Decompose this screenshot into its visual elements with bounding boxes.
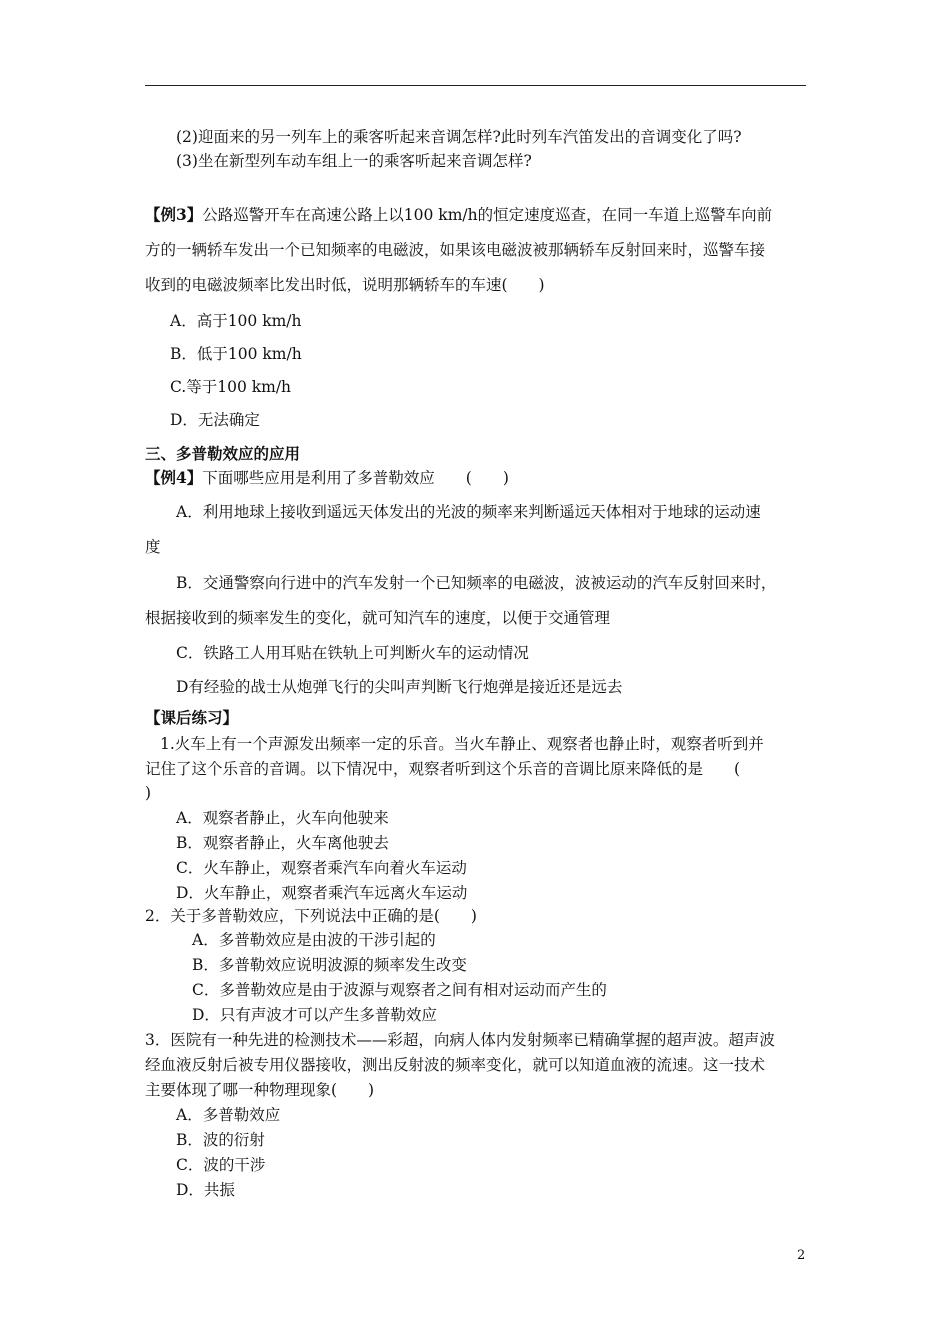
- header-rule: [145, 85, 806, 86]
- example3-tag: 【例3】: [145, 205, 203, 224]
- q3-option-a: A．多普勒效应: [176, 1106, 281, 1124]
- q1-line-1: 1.火车上有一个声源发出频率一定的乐音。当火车静止、观察者也静止时，观察者听到并: [160, 735, 764, 753]
- section3-title: 三、多普勒效应的应用: [145, 444, 301, 463]
- example4-option-d: D有经验的战士从炮弹飞行的尖叫声判断飞行炮弹是接近还是远去: [176, 678, 623, 696]
- q2-option-a: A．多普勒效应是由波的干涉引起的: [192, 931, 436, 949]
- q3-line-3: 主要体现了哪一种物理现象( ): [145, 1081, 375, 1099]
- example3-line-3: 收到的电磁波频率比发出时低，说明那辆轿车的车速( ): [145, 276, 545, 294]
- example3-line-1: [145, 205, 772, 225]
- q2-option-d: D．只有声波才可以产生多普勒效应: [192, 1006, 437, 1024]
- q3-option-c: C．波的干涉: [176, 1156, 266, 1174]
- q1-option-a: A．观察者静止，火车向他驶来: [176, 809, 389, 827]
- example4-option-a-line-1: A．利用地球上接收到遥远天体发出的光波的频率来判断遥远天体相对于地球的运动速: [176, 503, 761, 521]
- q1-line-2: 记住了这个乐音的音调。以下情况中，观察者听到这个乐音的音调比原来降低的是 (: [145, 760, 741, 778]
- q1-option-c: C．火车静止，观察者乘汽车向着火车运动: [176, 859, 467, 877]
- example3-option-a: A．高于100 km/h: [170, 312, 302, 330]
- example4-tag: 【例4】: [145, 468, 203, 487]
- example4-option-a-line-2: 度: [145, 538, 161, 556]
- q3-option-d: D．共振: [176, 1181, 235, 1199]
- example3-text-1: 公路巡警开车在高速公路上以100 km/h的恒定速度巡查，在同一车道上巡警车向前: [202, 206, 773, 224]
- q3-option-b: B．波的衍射: [176, 1131, 265, 1149]
- example3-option-d: D．无法确定: [170, 411, 260, 429]
- example4-option-b-line-1: B．交通警察向行进中的汽车发射一个已知频率的电磁波，波被运动的汽车反射回来时，: [176, 574, 777, 592]
- question-3-line: (3)坐在新型列车动车组上一的乘客听起来音调怎样?: [176, 152, 532, 170]
- example3-option-c: C.等于100 km/h: [170, 378, 292, 396]
- example4-option-c: C．铁路工人用耳贴在铁轨上可判断火车的运动情况: [176, 644, 529, 662]
- example3-line-2: 方的一辆轿车发出一个已知频率的电磁波，如果该电磁波被那辆轿车反射回来时，巡警车接: [145, 241, 766, 259]
- question-2-line: (2)迎面来的另一列车上的乘客听起来音调怎样?此时列车汽笛发出的音调变化了吗?: [176, 128, 742, 146]
- example4-option-b-line-2: 根据接收到的频率发生的变化，就可知汽车的速度，以便于交通管理: [145, 609, 611, 627]
- q3-line-2: 经血液反射后被专用仪器接收，测出反射波的频率变化，就可以知道血液的流速。这一技术: [145, 1056, 766, 1074]
- q1-option-d: D．火车静止，观察者乘汽车远离火车运动: [176, 884, 468, 902]
- q3-line-1: 3．医院有一种先进的检测技术——彩超，向病人体内发射频率已精确掌握的超声波。超声波: [145, 1031, 775, 1049]
- practice-title: 【课后练习】: [145, 708, 239, 727]
- example3-option-b: B．低于100 km/h: [170, 345, 302, 363]
- page-number: 2: [797, 1248, 806, 1263]
- q1-option-b: B．观察者静止，火车离他驶去: [176, 834, 389, 852]
- q2-option-c: C．多普勒效应是由于波源与观察者之间有相对运动而产生的: [192, 981, 607, 999]
- example4-line: [145, 468, 509, 488]
- q2-stem: 2．关于多普勒效应，下列说法中正确的是( ): [145, 907, 477, 925]
- q1-line-3: ): [145, 784, 152, 802]
- example4-question: 下面哪些应用是利用了多普勒效应 ( ): [202, 469, 509, 487]
- q2-option-b: B．多普勒效应说明波源的频率发生改变: [192, 956, 467, 974]
